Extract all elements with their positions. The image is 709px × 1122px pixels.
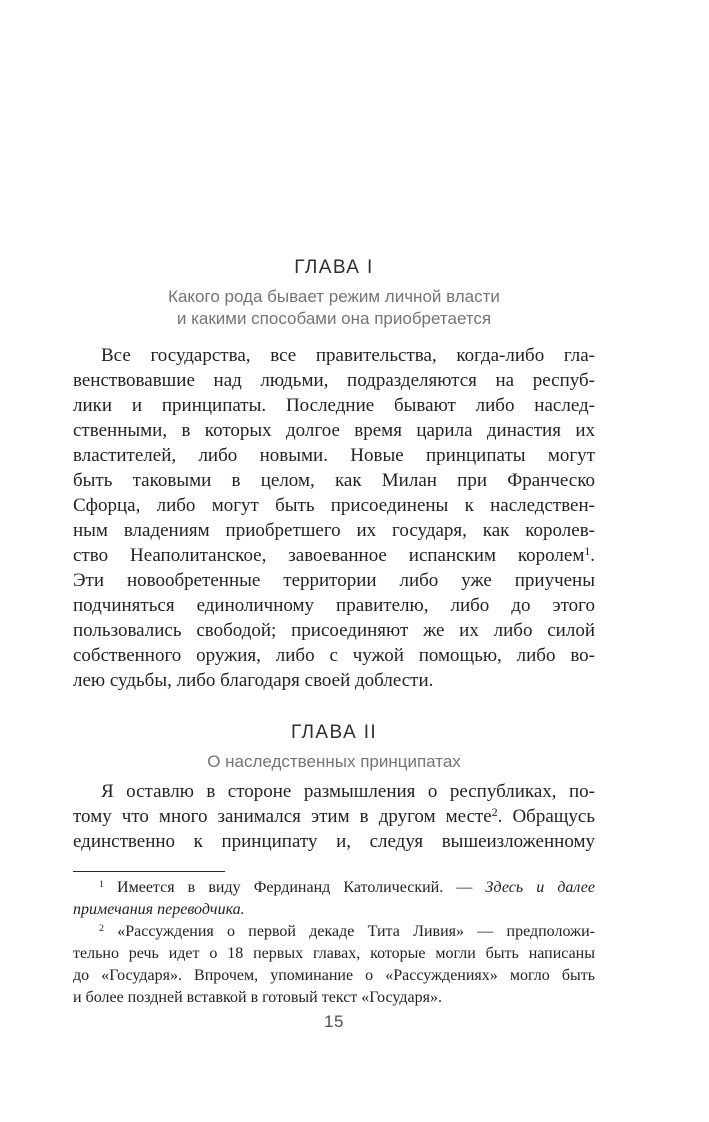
body-text-line	[73, 829, 595, 854]
body-text-line	[73, 443, 595, 468]
text-segment: собственного оружия, либо с чужой помощью, либо во-	[73, 645, 595, 666]
body-text-line	[73, 468, 595, 493]
text-segment: Сфорца, либо могут быть присоединены к наследствен-	[73, 495, 595, 516]
footnote-marker: 1	[584, 545, 591, 559]
body-text-line	[73, 368, 595, 393]
body-text-line	[73, 804, 595, 829]
italic-text: Здесь и далее	[485, 879, 595, 896]
text-block	[73, 258, 595, 1009]
text-segment: Я оставлю в стороне размышления о республиках, по-	[101, 781, 595, 802]
chapter-title: ГЛАВА I	[294, 257, 374, 278]
page-number: 15	[324, 1012, 344, 1031]
body-text-line	[73, 643, 595, 668]
chapter-subtitle-line: и какими способами она приобретается	[176, 309, 492, 328]
text-segment: быть таковыми в целом, как Милан при Франческо	[73, 470, 595, 491]
footnote-line	[73, 965, 595, 987]
text-segment: до «Государя». Впрочем, упоминание о «Рассуждениях» могло быть	[73, 967, 595, 984]
body-text-line	[73, 543, 595, 568]
chapter-body	[73, 779, 595, 854]
text-segment: Эти новообретенные территории либо уже приучены	[73, 570, 595, 591]
chapter-subtitle	[73, 751, 595, 773]
footnote-line	[73, 943, 595, 965]
footnote-lines	[73, 877, 595, 1009]
text-segment: «Рассуждения о первой декаде Тита Ливия» — предположи-	[103, 923, 595, 940]
body-text-line	[73, 618, 595, 643]
footnote-marker: 1	[99, 879, 104, 891]
text-segment: подчиняться единоличному правителю, либо до этого	[73, 595, 595, 616]
text-segment: пользовались свободой; присоединяют же их либо силой	[73, 620, 595, 641]
footnote-line	[73, 921, 595, 943]
body-text-line	[73, 593, 595, 618]
body-text-line	[73, 518, 595, 543]
chapter-sections	[73, 258, 595, 854]
body-text-line	[73, 568, 595, 593]
text-segment: единственно к принципату и, следуя вышеизложенному	[73, 831, 595, 852]
text-segment: лею судьбы, либо благодаря своей доблести.	[73, 670, 434, 691]
footnote-line	[73, 899, 595, 921]
footnote-line	[73, 987, 595, 1009]
text-segment: венствовавшие над людьми, подразделяются на респуб-	[73, 370, 595, 391]
footnote-marker: 2	[99, 923, 104, 935]
text-segment: . Обращусь	[497, 806, 595, 827]
text-segment: тому что много занимался этим в другом месте	[73, 806, 492, 827]
chapter-section	[73, 723, 595, 854]
footnote-marker: 2	[491, 806, 498, 820]
text-segment: Имеется в виду Фердинанд Католический. —	[103, 879, 486, 896]
chapter-title: ГЛАВА II	[290, 722, 378, 743]
text-segment: властителей, либо новыми. Новые принципаты могут	[73, 445, 595, 466]
italic-text: примечания переводчика.	[73, 901, 245, 918]
text-segment: тельно речь идет о 18 первых главах, которые могли быть написаны	[73, 945, 595, 962]
footnote-line	[73, 877, 595, 899]
text-segment: ным владениям приобретшего их государя, как королев-	[73, 520, 595, 541]
body-text-line	[73, 493, 595, 518]
text-segment: ство Неаполитанское, завоеванное испанским королем	[73, 545, 585, 566]
body-text-line	[73, 668, 595, 693]
chapter-subtitle-line: О наследственных принципатах	[207, 752, 461, 771]
text-segment: ственными, в которых долгое время царила династия их	[73, 420, 595, 441]
footnote-separator-rule	[73, 871, 225, 872]
body-text-line	[73, 343, 595, 368]
body-text-line	[73, 418, 595, 443]
text-segment: и более поздней вставкой в готовый текст «Государя».	[73, 989, 443, 1006]
body-text-line	[73, 779, 595, 804]
chapter-section	[73, 258, 595, 693]
chapter-body	[73, 343, 595, 693]
chapter-subtitle-line: Какого рода бывает режим личной власти	[168, 287, 500, 306]
text-segment: .	[590, 545, 595, 566]
body-text-line	[73, 393, 595, 418]
text-segment: Все государства, все правительства, когда-либо гла-	[101, 345, 595, 366]
chapter-subtitle	[73, 286, 595, 330]
text-segment: лики и принципаты. Последние бывают либо наслед-	[73, 395, 595, 416]
footnotes-section	[73, 871, 595, 1009]
